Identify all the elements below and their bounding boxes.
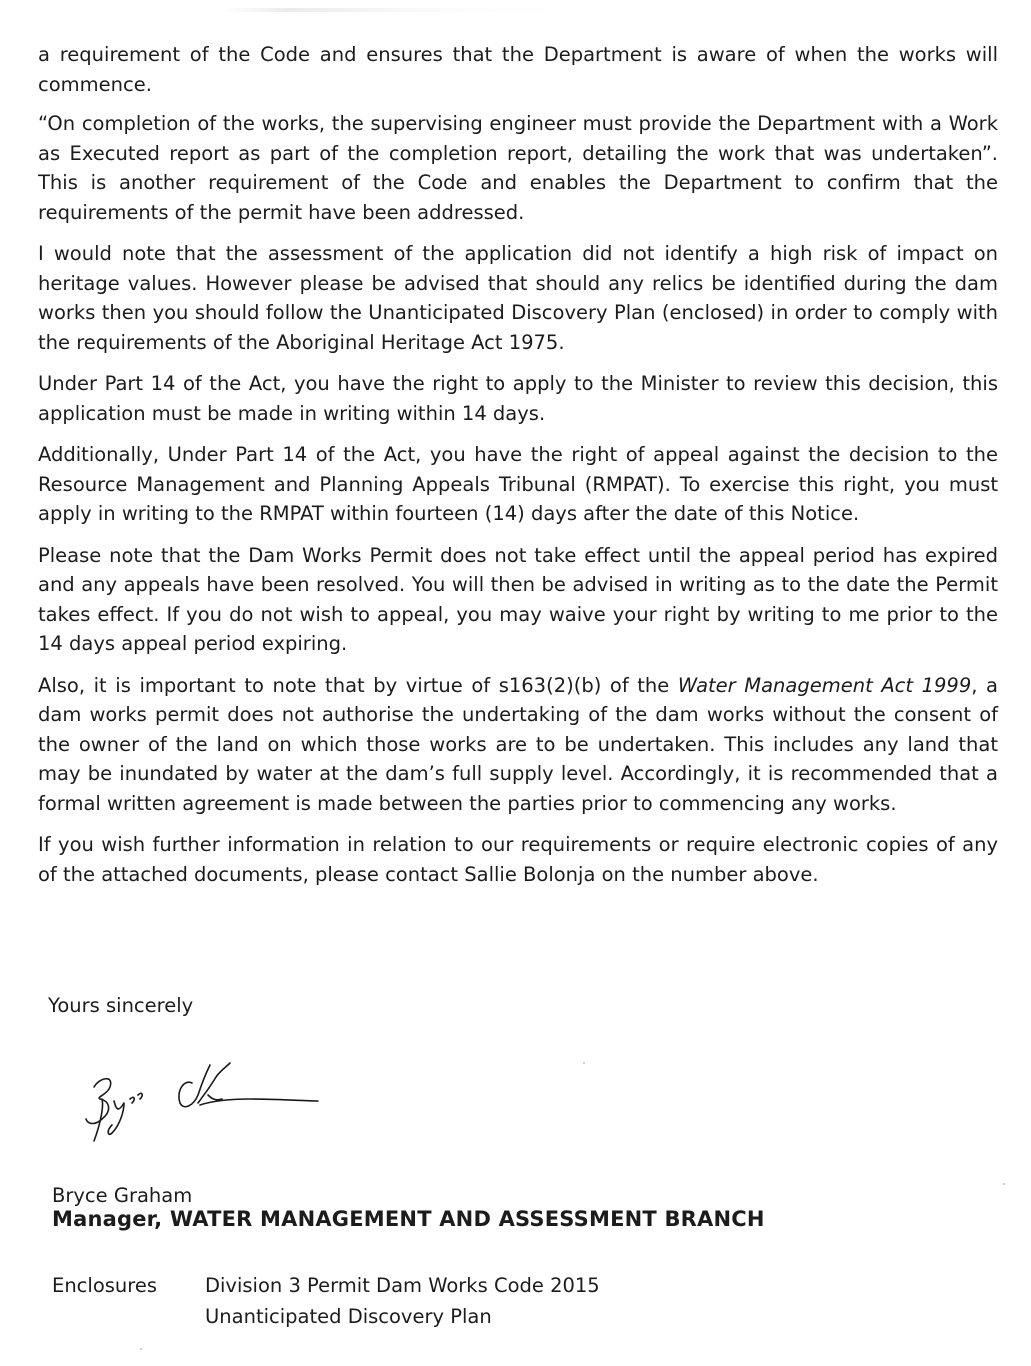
signatory-title: Manager, WATER MANAGEMENT AND ASSESSMENT BRANCH: [52, 1207, 765, 1231]
enclosures-list: [205, 1270, 600, 1332]
paragraph-appeal-right: Additionally, Under Part 14 of the Act, you have the right of appeal against the decision to the Resource Management and Planning Appeals Tribunal (RMPAT). To exercise this right, you must apply in writing to the RMPAT within fourteen (14) days after the date of this Notice.: [38, 443, 998, 525]
scan-speck: [1003, 1183, 1005, 1185]
paragraph-permit-effect: Please note that the Dam Works Permit does not take effect until the appeal period has expired and any appeals have been resolved. You will then be advised in writing as to the date the Permit takes effect. If you do not wish to appeal, you may waive your right by writing to me prior to the 14 days appeal period expiring.: [38, 543, 998, 655]
closing-salutation: Yours sincerely: [48, 994, 194, 1017]
paragraph-further-information: If you wish further information in relation to our requirements or require electronic copies of any of the attached documents, please contact Sallie Bolonja on the number above.: [38, 833, 998, 886]
act-name: Water Management Act 1999: [677, 673, 972, 697]
letter-body: [38, 40, 998, 901]
act-text-after: , a dam works permit does not authorise the undertaking of the dam works without the consent of the owner of the land on which those works are to be undertaken. This includes any land that may be inundated by water at the dam’s full supply level. Accordingly, it is recommended that a formal written agreement is made between the parties prior to commencing any works.: [38, 673, 999, 815]
paragraph-landowner-consent: [38, 671, 998, 819]
enclosures-label: Enclosures: [52, 1274, 158, 1297]
scan-speck: [140, 1348, 142, 1350]
paragraph-heritage: I would note that the assessment of the application did not identify a high risk of impact on heritage values. However please be advised that should any relics be identified during the dam works then you should follow the Unanticipated Discovery Plan (enclosed) in order to comply with the requirements of the Aboriginal Heritage Act 1975.: [38, 242, 998, 354]
scan-artifact: [220, 8, 560, 12]
scan-speck: [583, 1062, 585, 1064]
act-text-before: Also, it is important to note that by virtue of s163(2)(b) of the: [38, 673, 678, 697]
paragraph-code-requirement: a requirement of the Code and ensures that the Department is aware of when the works will commence.: [38, 43, 998, 96]
signatory-name: Bryce Graham: [52, 1184, 193, 1207]
paragraph-completion-report: “On completion of the works, the supervising engineer must provide the Department with a Work as Executed report as part of the completion report, detailing the work that was undertaken”. This is another requirement of the Code and enables the Department to confirm that the requirements of the permit have been addressed.: [38, 112, 998, 224]
enclosure-item: Unanticipated Discovery Plan: [205, 1305, 492, 1328]
paragraph-review-right: Under Part 14 of the Act, you have the right to apply to the Minister to review this decision, this application must be made in writing within 14 days.: [38, 372, 998, 425]
handwritten-signature: [80, 1055, 330, 1150]
enclosure-item: Division 3 Permit Dam Works Code 2015: [205, 1274, 600, 1297]
enclosures-block: [52, 1270, 600, 1332]
